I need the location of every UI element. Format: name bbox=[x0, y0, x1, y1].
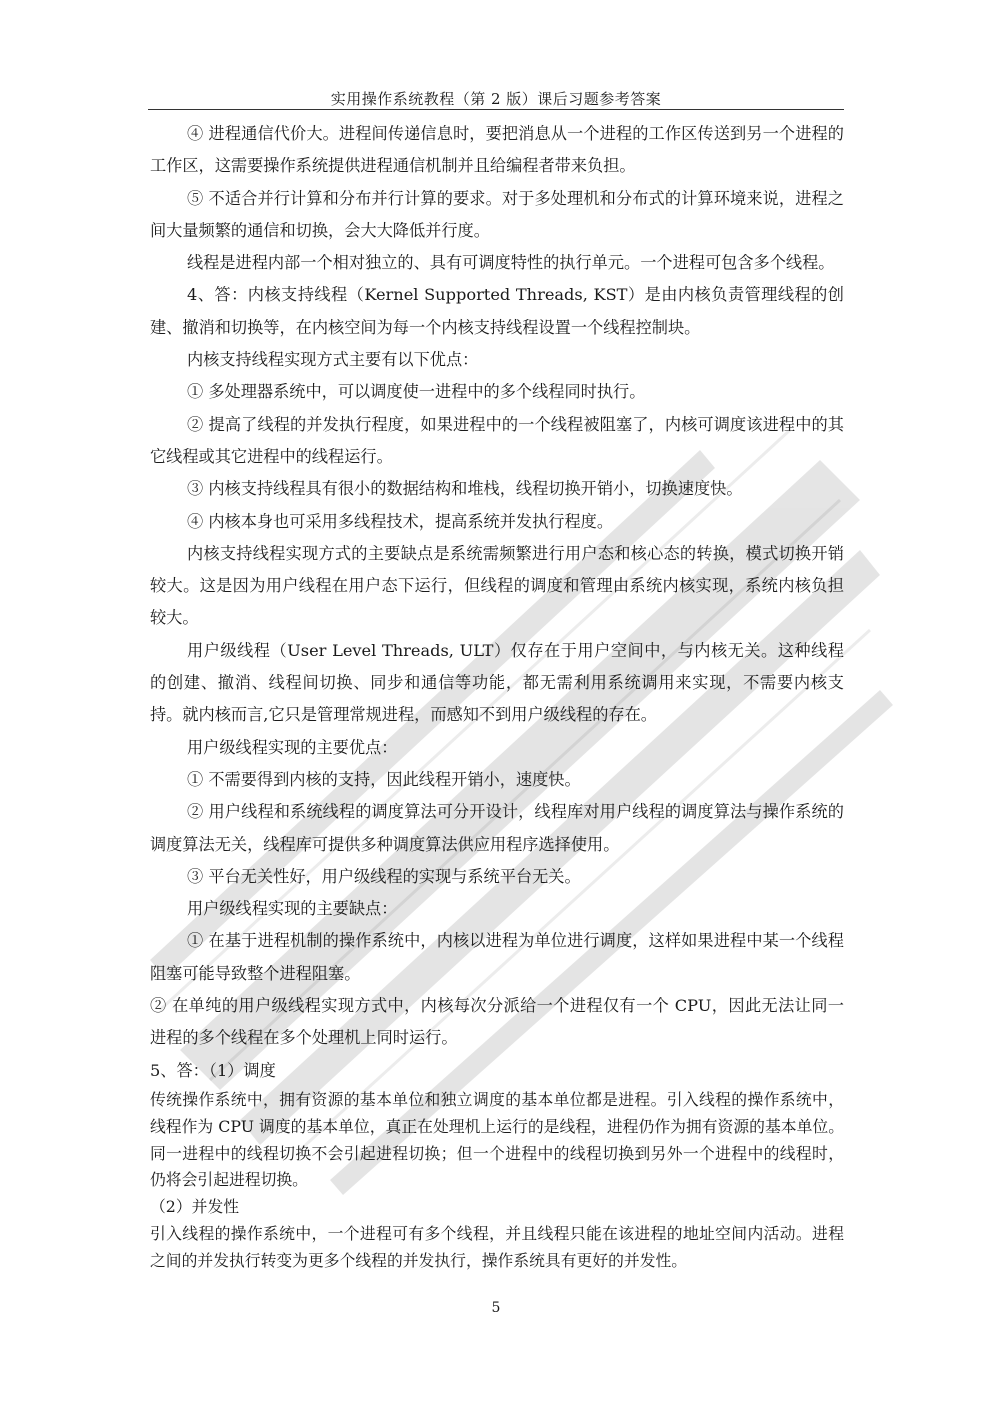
paragraph-kst-advantages-heading: 内核支持线程实现方式主要有以下优点： bbox=[187, 350, 479, 370]
paragraph-ult-definition: 用户级线程（User Level Threads, ULT）仅存在于用户空间中，与内核无关。这种线程的创建、撤消、线程间切换、同步和通信等功能，都无需利用系统调用来实现，不需要内核支持。就内核而言,它只是管理常规进程，而感知不到用户级线程的存在。 bbox=[150, 640, 844, 725]
paragraph-ult-disadvantages-heading: 用户级线程实现的主要缺点： bbox=[187, 899, 398, 919]
paragraph-disadvantage-4: ④ 进程通信代价大。进程间传递信息时，要把消息从一个进程的工作区传送到另一个进程的工作区，这需要操作系统提供进程通信机制并且给编程者带来负担。 bbox=[150, 124, 844, 176]
paragraph-kst-advantage-2: ② 提高了线程的并发执行程度，如果进程中的一个线程被阻塞了，内核可调度该进程中的其它线程或其它进程中的线程运行。 bbox=[150, 414, 844, 466]
paragraph-kst-advantage-1: ① 多处理器系统中，可以调度使一进程中的多个线程同时执行。 bbox=[187, 382, 646, 402]
paragraph-concurrency: 引入线程的操作系统中，一个进程可有多个线程，并且线程只能在该进程的地址空间内活动。进程之间的并发执行转变为更多个线程的并发执行，操作系统具有更好的并发性。 bbox=[150, 1223, 844, 1270]
running-header: 实用操作系统教程（第 2 版）课后习题参考答案 bbox=[330, 90, 662, 108]
paragraph-ult-advantage-3: ③ 平台无关性好，用户级线程的实现与系统平台无关。 bbox=[187, 866, 581, 886]
paragraph-scheduling: 传统操作系统中，拥有资源的基本单位和独立调度的基本单位都是进程。引入线程的操作系统中，线程作为 CPU 调度的基本单位，真正在处理机上运行的是线程，进程仍作为拥有资源的基本单位。同一进程中的线程切换不会引起进程切换；但一个进程中的线程切换到另外一个进程中的线程时，仍将会引起进程切换。 bbox=[150, 1089, 844, 1190]
paragraph-ult-advantage-2: ② 用户线程和系统线程的调度算法可分开设计，线程库对用户线程的调度算法与操作系统的调度算法无关，线程库可提供多种调度算法供应用程序选择使用。 bbox=[150, 802, 844, 854]
paragraph-thread-definition: 线程是进程内部一个相对独立的、具有可调度特性的执行单元。一个进程可包含多个线程。 bbox=[187, 253, 835, 273]
paragraph-answer-4: 4、答：内核支持线程（Kernel Supported Threads, KST）是由内核负责管理线程的创建、撤消和切换等，在内核空间为每一个内核支持线程设置一个线程控制块。 bbox=[150, 285, 844, 337]
paragraph-concurrency-heading: （2）并发性 bbox=[150, 1197, 240, 1217]
paragraph-kst-disadvantage: 内核支持线程实现方式的主要缺点是系统需频繁进行用户态和核心态的转换，模式切换开销较大。这是因为用户线程在用户态下运行，但线程的调度和管理由系统内核实现，系统内核负担较大。 bbox=[150, 543, 844, 628]
paragraph-answer-5-heading: 5、答：（1）调度 bbox=[150, 1060, 276, 1080]
paragraph-ult-advantage-1: ① 不需要得到内核的支持，因此线程开销小，速度快。 bbox=[187, 769, 581, 789]
paragraph-kst-advantage-3: ③ 内核支持线程具有很小的数据结构和堆栈，线程切换开销小，切换速度快。 bbox=[187, 479, 743, 499]
paragraph-kst-advantage-4: ④ 内核本身也可采用多线程技术，提高系统并发执行程度。 bbox=[187, 511, 614, 531]
paragraph-ult-disadvantage-1: ① 在基于进程机制的操作系统中，内核以进程为单位进行调度，这样如果进程中某一个线程阻塞可能导致整个进程阻塞。 bbox=[150, 931, 844, 983]
paragraph-disadvantage-5: ⑤ 不适合并行计算和分布并行计算的要求。对于多处理机和分布式的计算环境来说，进程之间大量频繁的通信和切换，会大大降低并行度。 bbox=[150, 188, 844, 240]
paragraph-ult-disadvantage-2: ② 在单纯的用户级线程实现方式中，内核每次分派给一个进程仅有一个 CPU，因此无法让同一进程的多个线程在多个处理机上同时运行。 bbox=[150, 996, 844, 1048]
body-text bbox=[150, 118, 844, 1274]
header-rule bbox=[148, 109, 844, 110]
page-number: 5 bbox=[491, 1300, 501, 1316]
paragraph-ult-advantages-heading: 用户级线程实现的主要优点： bbox=[187, 737, 398, 757]
